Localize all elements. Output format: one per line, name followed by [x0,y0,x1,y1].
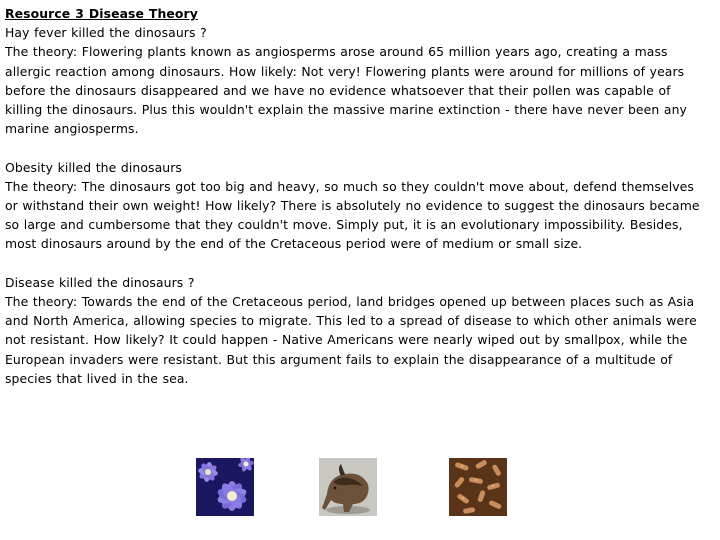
text-line: killing the dinosaurs. Plus this wouldn't explain the massive marine extinction - there have never been any [5,102,687,118]
dinosaur-drawing [319,458,377,516]
text-line: allergic reaction among dinosaurs. How likely: Not very! Flowering plants were around for millions of years [5,63,685,79]
text-line: most dinosaurs around by the end of the Cretaceous period were of medium or small size. [5,236,583,252]
section-disease [5,273,713,388]
bacteria-microscope-image [449,458,507,516]
text-line: so large and cumbersome that they couldn't move. Simply put, it is an evolutionary impossibility. Besides, [5,217,683,233]
text-line: species that lived in the sea. [5,370,189,386]
text-line: before the dinosaurs disappeared and we have no evidence whatsoever that their pollen was capable of [5,82,671,98]
bacteria-drawing [449,458,507,516]
section-hay-fever [5,23,713,138]
dinosaur-eye [334,487,337,490]
paragraph-gap [5,138,713,157]
text-line: or withstand their own weight! How likely? There is absolutely no evidence to suggest the dinosaurs became [5,198,700,214]
text-line: European invaders were resistant. But this argument fails to explain the disappearance of a multitude of [5,351,673,367]
section-heading: Hay fever killed the dinosaurs ? [5,25,207,41]
section-heading: Disease killed the dinosaurs ? [5,274,195,290]
text-line: marine angiosperms. [5,121,139,137]
resource-title: Resource 3 Disease Theory [5,6,198,21]
purple-flowers-image [196,458,254,516]
text-line: and North America, allowing species to migrate. This led to a spread of disease to which other animals were [5,313,697,329]
section-obesity [5,158,713,254]
section-heading: Obesity killed the dinosaurs [5,159,182,175]
dinosaur-model-image [319,458,377,516]
text-line: not resistant. How likely? It could happen - Native Americans were nearly wiped out by smallpox, while the [5,332,688,348]
text-line: The theory: Flowering plants known as angiosperms arose around 65 million years ago, creating a mass [5,44,668,60]
flowers-drawing [196,458,254,516]
text-line: The theory: Towards the end of the Cretaceous period, land bridges opened up between places such as Asia [5,294,695,310]
document-body [5,4,713,388]
text-line: The theory: The dinosaurs got too big and heavy, so much so they couldn't move about, defend themselves [5,178,694,194]
paragraph-gap [5,254,713,273]
